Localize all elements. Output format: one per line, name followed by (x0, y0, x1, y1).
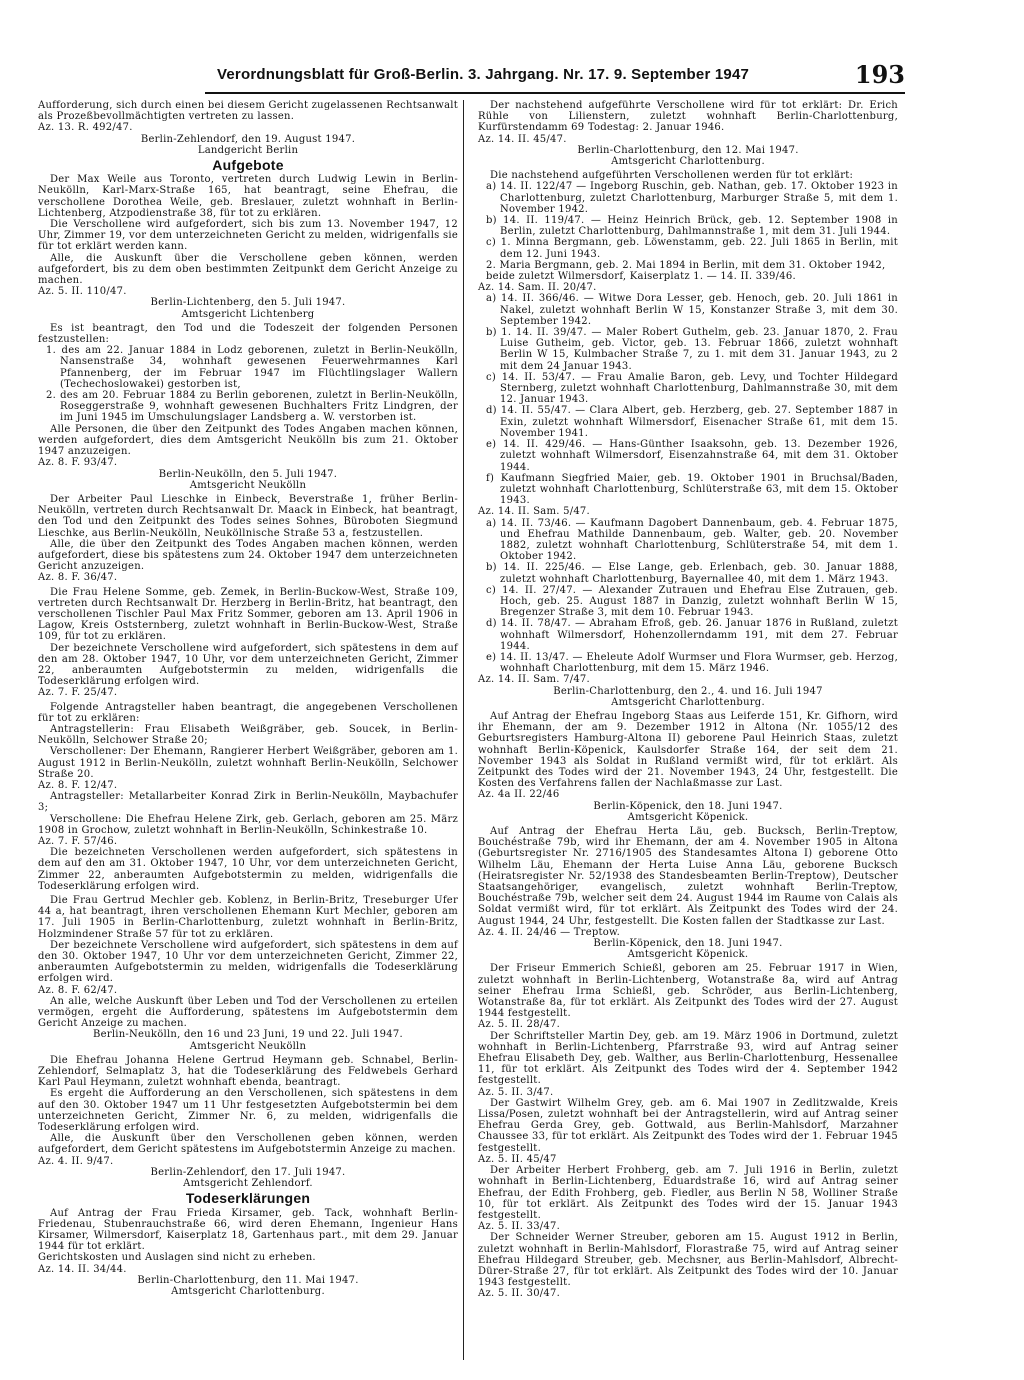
court-name: Amtsgericht Charlottenburg. (171, 1285, 325, 1297)
paragraph: Auf Antrag der Frau Frieda Kirsamer, geb. Tack, wohnhaft Berlin-Friedenau, Stubenrauchstraße 66, wird deren Ehemann, Ingenieur Hans Kirsamer, Wilmersdorf, Kaiserplatz 18, Gartenhaus part., mit dem 29. Januar 1944 für tot erklärt. (38, 1207, 458, 1253)
place-date-line: Berlin-Neukölln, den 16 und 23 Juni, 19 und 22. Juli 1947. (93, 1029, 403, 1041)
paragraph: Verschollener: Der Ehemann, Rangierer Herbert Weißgräber, geboren am 1. August 1912 in Berlin-Neukölln, zuletzt wohnhaft Berlin-Neukölln, Selchower Straße 20. (38, 746, 458, 780)
right-column (478, 100, 898, 1300)
paragraph: Aufforderung, sich durch einen bei diesem Gericht zugelassenen Rechtsanwalt als Prozeßbevollmächtigten vertreten zu lassen. (38, 100, 459, 123)
column-divider (463, 100, 464, 1360)
paragraph: Der Arbeiter Paul Lieschke in Einbeck, Beverstraße 1, früher Berlin-Neukölln, vertreten durch Rechtsanwalt Dr. Maack in Einbeck, hat beantragt, den Tod und den Zeitpunkt des Todes seines Sohnes, Büroboten Siegmund Lieschke, aus Berlin-Neukölln, Neuköllnische Straße 53 a, festzustellen. (38, 493, 458, 539)
file-reference: Az. 5. II. 110/47. (38, 286, 127, 298)
paragraph: Die bezeichneten Verschollenen werden aufgefordert, sich spätestens in dem auf den am 31. Oktober 1947, 10 Uhr, vor dem unterzeichneten Gericht, Zimmer 22, anberaumten Aufgebotstermin zu melden, widrigenfalls die Todeserklärung erfolgen wird. (38, 847, 458, 892)
page-header (205, 58, 905, 94)
file-reference: Az. 5. II. 33/47. (478, 1221, 561, 1233)
place-date-line: Berlin-Köpenick, den 18. Juni 1947. (593, 938, 783, 950)
list-item: a) 14. II. 73/46. — Kaufmann Dagobert Dannenbaum, geb. 4. Februar 1875, und Ehefrau Mathilde Dannenbaum, geb. Walter, geb. 20. November 1882, zuletzt wohnhaft Charlottenburg, Schlüterstraße 54, mit dem 1. Oktober 1942. (486, 517, 898, 563)
paragraph: An alle, welche Auskunft über Leben und Tod der Verschollenen zu erteilen vermögen, ergeht die Aufforderung, spätestens im Aufgebotstermin dem Gericht Anzeige zu machen. (38, 995, 458, 1030)
file-reference: Az. 4. II. 9/47. (38, 1155, 114, 1167)
court-name: Landgericht Berlin (197, 144, 299, 156)
court-name: Amtsgericht Köpenick. (627, 949, 749, 961)
section-heading-aufgebote: Aufgebote (212, 157, 284, 174)
list-item: d) 14. II. 78/47. — Abraham Efroß, geb. 26. Januar 1876 in Rußland, zuletzt wohnhaft Wilmersdorf, Hohenzollerndamm 191, mit dem 27. Februar 1944. (486, 618, 898, 652)
file-reference: Az. 4a II. 22/46 (478, 789, 560, 801)
list-item: c) 1. Minna Bergmann, geb. Löwenstamm, geb. 22. Juli 1865 in Berlin, mit dem 12. Juni 1943. (486, 237, 898, 260)
court-name: Amtsgericht Lichtenberg (181, 308, 315, 320)
paragraph: Der nachstehend aufgeführte Verschollene wird für tot erklärt: Dr. Erich Rühle von Lilienstern, zuletzt wohnhaft Berlin-Charlottenburg, Kurfürstendamm 69 Todestag: 2. Januar 1946. (478, 100, 898, 134)
list-item: b) 1. 14. II. 39/47. — Maler Robert Guthelm, geb. 23. Januar 1870, 2. Frau Luise Gutheim, geb. Victor, geb. 13. Februar 1866, zuletzt wohnhaft Berlin W 15, Kulmbacher Straße 7, zu 1. mit dem 31. Januar 1943, zu 2 mit dem 24 Januar 1943. (486, 327, 898, 372)
paragraph: Der bezeichnete Verschollene wird aufgefordert, sich spätestens in dem auf den am 28. Oktober 1947, 10 Uhr, vor dem unterzeichneten Gericht, Zimmer 22, anberaumten Aufgebotstermin zu melden, widrigenfalls die Todeserklärung erfolgen wird. (38, 642, 458, 688)
list-item: a) 14. II. 122/47 — Ingeborg Ruschin, geb. Nathan, geb. 17. Oktober 1923 in Charlottenburg, zuletzt Charlottenburg, Marburger Straße 5, mit dem 1. November 1942. (486, 181, 898, 215)
list-item: 2. des am 20. Februar 1884 zu Berlin geborenen, zuletzt in Berlin-Neukölln, Roseggerstraße 9, wohnhaft gewesenen Buchhalters Fritz Lindgren, der im Juni 1945 im Umschulungslager Landsberg a. W. verstorben ist. (46, 390, 458, 424)
paragraph: Alle, die über den Zeitpunkt des Todes Angaben machen können, werden aufgefordert, diese bis spätestens zum 24. Oktober 1947 dem unterzeichneten Gericht anzuzeigen. (38, 538, 458, 573)
paragraph: Die Frau Gertrud Mechler geb. Koblenz, in Berlin-Britz, Treseburger Ufer 44 a, hat beantragt, ihren verschollenen Ehemann Kurt Mechler, geboren am 17. Juli 1905 in Berlin-Charlottenburg, zuletzt wohnhaft in Berlin-Britz, Holzmindener Straße 57 für tot zu erklären. (38, 895, 458, 940)
file-reference: Az. 7. F. 57/46. (38, 836, 118, 847)
list-item: b) 14. II. 225/46. — Else Lange, geb. Erlenbach, geb. 30. Januar 1888, zuletzt wohnhaft Charlottenburg, Bayernallee 40, mit dem 1. März 1943. (486, 562, 898, 585)
left-column (38, 100, 458, 1300)
section-heading-todeserklaerungen: Todeserklärungen (185, 1190, 311, 1207)
paragraph: Es ergeht die Aufforderung an den Verschollenen, sich spätestens in dem auf den 30. Oktober 1947 um 11 Uhr festgesetzten Aufgebotstermin bei dem unterzeichneten Gericht, Zimmer Nr. 6, zu melden, widrigenfalls die Todeserklärung erfolgen wird. (38, 1088, 458, 1134)
list-item: a) 14. II. 366/46. — Witwe Dora Lesser, geb. Henoch, geb. 20. Juli 1861 in Nakel, zuletzt wohnhaft Berlin W 15, Konstanzer Straße 3, mit dem 30. September 1942. (486, 293, 898, 327)
paragraph: Verschollene: Die Ehefrau Helene Zirk, geb. Gerlach, geboren am 25. März 1908 in Grochow, zuletzt wohnhaft in Berlin-Neukölln, Schinkestraße 10. (38, 813, 458, 836)
paragraph: Alle, die Auskunft über die Verschollene geben können, werden aufgefordert, bis zu dem oben bestimmten Zeitpunkt dem Gericht Anzeige zu machen. (38, 252, 458, 287)
file-reference: Az. 13. R. 492/47. (38, 122, 133, 134)
list-item: 1. des am 22. Januar 1884 in Lodz geborenen, zuletzt in Berlin-Neukölln, Nansenstraße 34, wohnhaft gewesenen Feuerwehrmannes Karl Pfannenberg, der im Februar 1947 im Flüchtlingslager Wallern (Techechoslowakei) gestorben ist, (46, 345, 458, 390)
place-date-line: Berlin-Zehlendorf, den 19. August 1947. (140, 133, 356, 145)
paragraph: Alle Personen, die über den Zeitpunkt des Todes Angaben machen können, werden aufgefordert, dies dem Amtsgericht Neukölln bis zum 21. Oktober 1947 anzuzeigen. (38, 423, 458, 458)
paragraph: Die Verschollene wird aufgefordert, sich bis zum 13. November 1947, 12 Uhr, Zimmer 19, vor dem unterzeichneten Gericht zu melden, widrigenfalls sie für tot erklärt werden kann. (38, 219, 458, 253)
paragraph: Es ist beantragt, den Tod und die Todeszeit der folgenden Personen festzustellen: (38, 322, 458, 346)
place-date-line: Berlin-Lichtenberg, den 5. Juli 1947. (150, 297, 346, 309)
list-item: c) 14. II. 53/47. — Frau Amalie Baron, geb. Levy, und Tochter Hildegard Sternberg, zuletzt wohnhaft Charlottenburg, Dahlmannstraße 30, mit dem 12. Januar 1943. (486, 371, 898, 406)
place-date-line: Berlin-Charlottenburg, den 11. Mai 1947. (137, 1274, 359, 1286)
paragraph: Antragstellerin: Frau Elisabeth Weißgräber, geb. Soucek, in Berlin-Neukölln, Selchower Straße 20; (38, 723, 458, 747)
paragraph: Folgende Antragsteller haben beantragt, die angegebenen Verschollenen für tot zu erklären: (38, 701, 458, 724)
file-reference: Az. 5. II. 30/47. (478, 1288, 561, 1300)
paragraph: Der Schriftsteller Martin Dey, geb. am 19. März 1906 in Dortmund, zuletzt wohnhaft in Berlin-Lichtenberg, Pfarrstraße 93, wird auf Antrag seiner Ehefrau Elisabeth Dey, geb. Walther, aus Berlin-Charlottenburg, Hessenallee 11, für tot erklärt. Als Zeitpunkt des Todes wird der 4. September 1942 festgestellt. (478, 1030, 898, 1087)
file-reference: Az. 5. II. 28/47. (478, 1019, 561, 1031)
paragraph: Die nachstehend aufgeführten Verschollenen werden für tot erklärt: (490, 170, 854, 182)
page-number: 193 (854, 60, 905, 89)
file-reference: Az. 8. F. 62/47. (38, 984, 118, 996)
place-date-line: Berlin-Köpenick, den 18. Juni 1947. (593, 800, 783, 812)
file-reference: Az. 8. F. 12/47. (38, 779, 118, 791)
file-reference: Az. 14. II. 45/47. (478, 133, 567, 145)
paragraph: Auf Antrag der Ehefrau Ingeborg Staas aus Leiferde 151, Kr. Gifhorn, wird ihr Ehemann, der am 9. Dezember 1912 in Altona (Nr. 1055/12 des Geburtsregisters Hamburg-Altona II) geborene Paul Heinrich Staas, zuletzt wohnhaft Berlin-Köpenick, Kaulsdorfer Straße 164, der seit dem 21. November 1943 als Soldat in Rußland vermißt wird, für tot erklärt. Als Zeitpunkt des Todes wird der 21. November 1943, 24 Uhr, festgestellt. Die Kosten des Verfahrens fallen der Nachlaßmasse zur Last. (478, 710, 898, 790)
list-item: c) 14. II. 27/47. — Alexander Zutrauen und Ehefrau Else Zutrauen, geb. Hoch, geb. 25. August 1887 in Danzig, zuletzt wohnhaft Berlin W 15, Bregenzer Straße 3, mit dem 10. Februar 1943. (486, 584, 898, 619)
list-item: f) Kaufmann Siegfried Maier, geb. 19. Oktober 1901 in Bruchsal/Baden, zuletzt wohnhaft Charlottenburg, Schlüterstraße 63, mit dem 15. Oktober 1943. (486, 472, 898, 507)
place-date-line: Berlin-Neukölln, den 5. Juli 1947. (158, 468, 338, 480)
court-name: Amtsgericht Neukölln (189, 479, 307, 491)
list-item: beide zuletzt Wilmersdorf, Kaiserplatz 1. — 14. II. 339/46. (486, 271, 796, 283)
paragraph: Antragsteller: Metallarbeiter Konrad Zirk in Berlin-Neukölln, Maybachufer 3; (38, 791, 458, 814)
file-reference: Az. 14. II. 34/44. (38, 1263, 127, 1275)
court-name: Amtsgericht Köpenick. (627, 811, 749, 823)
file-reference: Az. 5. II. 3/47. (478, 1086, 554, 1098)
list-item: e) 14. II. 13/47. — Eheleute Adolf Wurmser und Flora Wurmser, geb. Herzog, wohnhaft Charlottenburg, mit dem 15. März 1946. (486, 651, 898, 675)
court-name: Amtsgericht Neukölln (189, 1040, 307, 1052)
court-name: Amtsgericht Zehlendorf. (183, 1178, 313, 1190)
file-reference: Az. 7. F. 25/47. (38, 687, 118, 699)
paragraph: Der Friseur Emmerich Schießl, geboren am 25. Februar 1917 in Wien, zuletzt wohnhaft in Berlin-Lichtenberg, Wotanstraße 8a, wird auf Antrag seiner Ehefrau Irma Schießl, geb. Schröder, aus Berlin-Lichtenberg, Wotanstraße 8a, für tot erklärt. Als Zeitpunkt des Todes wird der 27. August 1944 festgestellt. (478, 963, 898, 1020)
paragraph: Auf Antrag der Ehefrau Herta Läu, geb. Bucksch, Berlin-Treptow, Bouchéstraße 79b, wird ihr Ehemann, der am 4. November 1905 in Altona (Geburtsregister Nr. 2716/1905 des Standesamtes Altona I) geborene Otto Wilhelm Läu, Ehemann der Herta Luise Anna Läu, geborene Bucksch (Heiratsregister Nr. 52/1938 des Standesbeamten Berlin-Treptow), Deutscher Staatsangehöriger, evangelisch, zuletzt wohnhaft Berlin-Treptow, Bouchéstraße 79b, welcher seit dem 24. August 1944 im Raume von Calais als Soldat vermißt wird, für tot erklärt. Als Zeitpunkt des Todes wird der 24. August 1944, 24 Uhr, festgestellt. Die Kosten fallen der Stadtkasse zur Last. (478, 826, 898, 927)
list-item: 2. Maria Bergmann, geb. 2. Mai 1894 in Berlin, mit dem 31. Oktober 1942, (486, 259, 886, 271)
list-item: b) 14. II. 119/47. — Heinz Heinrich Brück, geb. 12. September 1908 in Berlin, zuletzt Charlottenburg, Dahlmannstraße 1, mit dem 31. Juli 1944. (486, 215, 898, 238)
list-item: e) 14. II. 429/46. — Hans-Günther Isaaksohn, geb. 13. Dezember 1926, zuletzt wohnhaft Wilmersdorf, Eisenzahnstraße 64, mit dem 31. Oktober 1944. (486, 439, 898, 473)
list-item: d) 14. II. 55/47. — Clara Albert, geb. Herzberg, geb. 27. September 1887 in Exin, zuletzt wohnhaft Wilmersdorf, Eisenacher Straße 61, mit dem 15. November 1941. (486, 405, 898, 439)
paragraph: Gerichtskosten und Auslagen sind nicht zu erheben. (38, 1252, 316, 1264)
place-date-line: Berlin-Zehlendorf, den 17. Juli 1947. (150, 1166, 346, 1178)
file-reference: Az. 14. II. Sam. 7/47. (478, 674, 590, 686)
file-reference: Az. 4. II. 24/46 — Treptow. (478, 926, 621, 938)
running-title: Verordnungsblatt für Groß-Berlin. 3. Jahrgang. Nr. 17. 9. September 1947 (217, 66, 750, 83)
file-reference: Az. 14. Sam. II. 20/47. (478, 282, 597, 294)
paragraph: Der bezeichnete Verschollene wird aufgefordert, sich spätestens in dem auf den 30. Oktober 1947, 10 Uhr vor dem unterzeichneten Gericht, Zimmer 22, anberaumten Aufgebotstermin zu melden, widrigenfalls die Todeserklärung erfolgen wird. (38, 939, 458, 985)
place-date-line: Berlin-Charlottenburg, den 2., 4. und 16. Juli 1947 (553, 685, 823, 697)
paragraph: Der Arbeiter Herbert Frohberg, geb. am 7. Juli 1916 in Berlin, zuletzt wohnhaft in Berlin-Lichtenberg, Eduardstraße 16, wird auf Antrag seiner Ehefrau, der Edith Frohberg, geb. Fiedler, aus Berlin N 58, Wolliner Straße 10, für tot erklärt. Als Zeitpunkt des Todes wird der 15. Januar 1943 festgestellt. (478, 1165, 898, 1221)
file-reference: Az. 8. F. 93/47. (38, 457, 118, 469)
place-date-line: Berlin-Charlottenburg, den 12. Mai 1947. (577, 144, 799, 156)
file-reference: Az. 8. F. 36/47. (38, 572, 118, 584)
file-reference: Az. 14. II. Sam. 5/47. (478, 506, 590, 518)
court-name: Amtsgericht Charlottenburg. (611, 696, 765, 708)
paragraph: Der Max Weile aus Toronto, vertreten durch Ludwig Lewin in Berlin-Neukölln, Karl-Marx-Straße 165, hat beantragt, seine Ehefrau, die verschollene Dorothea Weile, geb. Breslauer, zuletzt wohnhaft in Berlin-Lichtenberg, Atzpodienstraße 38, für tot zu erklären. (38, 174, 458, 219)
paragraph: Die Ehefrau Johanna Helene Gertrud Heymann geb. Schnabel, Berlin-Zehlendorf, Selmaplatz 3, hat die Todeserklärung des Feldwebels Gerhard Karl Paul Heymann, zuletzt wohnhaft ebenda, beantragt. (38, 1054, 458, 1089)
paragraph: Der Schneider Werner Streuber, geboren am 15. August 1912 in Berlin, zuletzt wohnhaft in Berlin-Mahlsdorf, Florastraße 75, wird auf Antrag seiner Ehefrau Hildegard Streuber, geb. Mechsner, aus Berlin-Mahlsdorf, Albrecht-Dürer-Straße 27, für tot erklärt. Als Zeitpunkt des Todes wird der 10. Januar 1943 festgestellt. (478, 1232, 898, 1289)
court-name: Amtsgericht Charlottenburg. (611, 156, 765, 168)
paragraph: Die Frau Helene Somme, geb. Zemek, in Berlin-Buckow-West, Straße 109, vertreten durch Rechtsanwalt Dr. Herzberg in Berlin-Britz, hat beantragt, den verschollenen Tischler Paul Max Fritz Sommer, geboren am 13. April 1906 in Lagow, Kreis Oststernberg, zuletzt wohnhaft in Berlin-Buckow-West, Straße 109, für tot zu erklären. (38, 586, 458, 643)
file-reference: Az. 5. II. 45/47 (478, 1153, 557, 1165)
paragraph: Der Gastwirt Wilhelm Grey, geb. am 6. Mai 1907 in Zedlitzwalde, Kreis Lissa/Posen, zuletzt wohnhaft bei der Antragstellerin, wird auf Antrag seiner Ehefrau Gerda Grey, geb. Gottwald, aus Berlin-Mahlsdorf, Marzahner Chaussee 33, für tot erklärt. Als Zeitpunkt des Todes wird der 1. Februar 1945 festgestellt. (478, 1097, 898, 1154)
paragraph: Alle, die Auskunft über den Verschollenen geben können, werden aufgefordert, dem Gericht spätestens im Aufgebotstermin Anzeige zu machen. (38, 1133, 458, 1156)
